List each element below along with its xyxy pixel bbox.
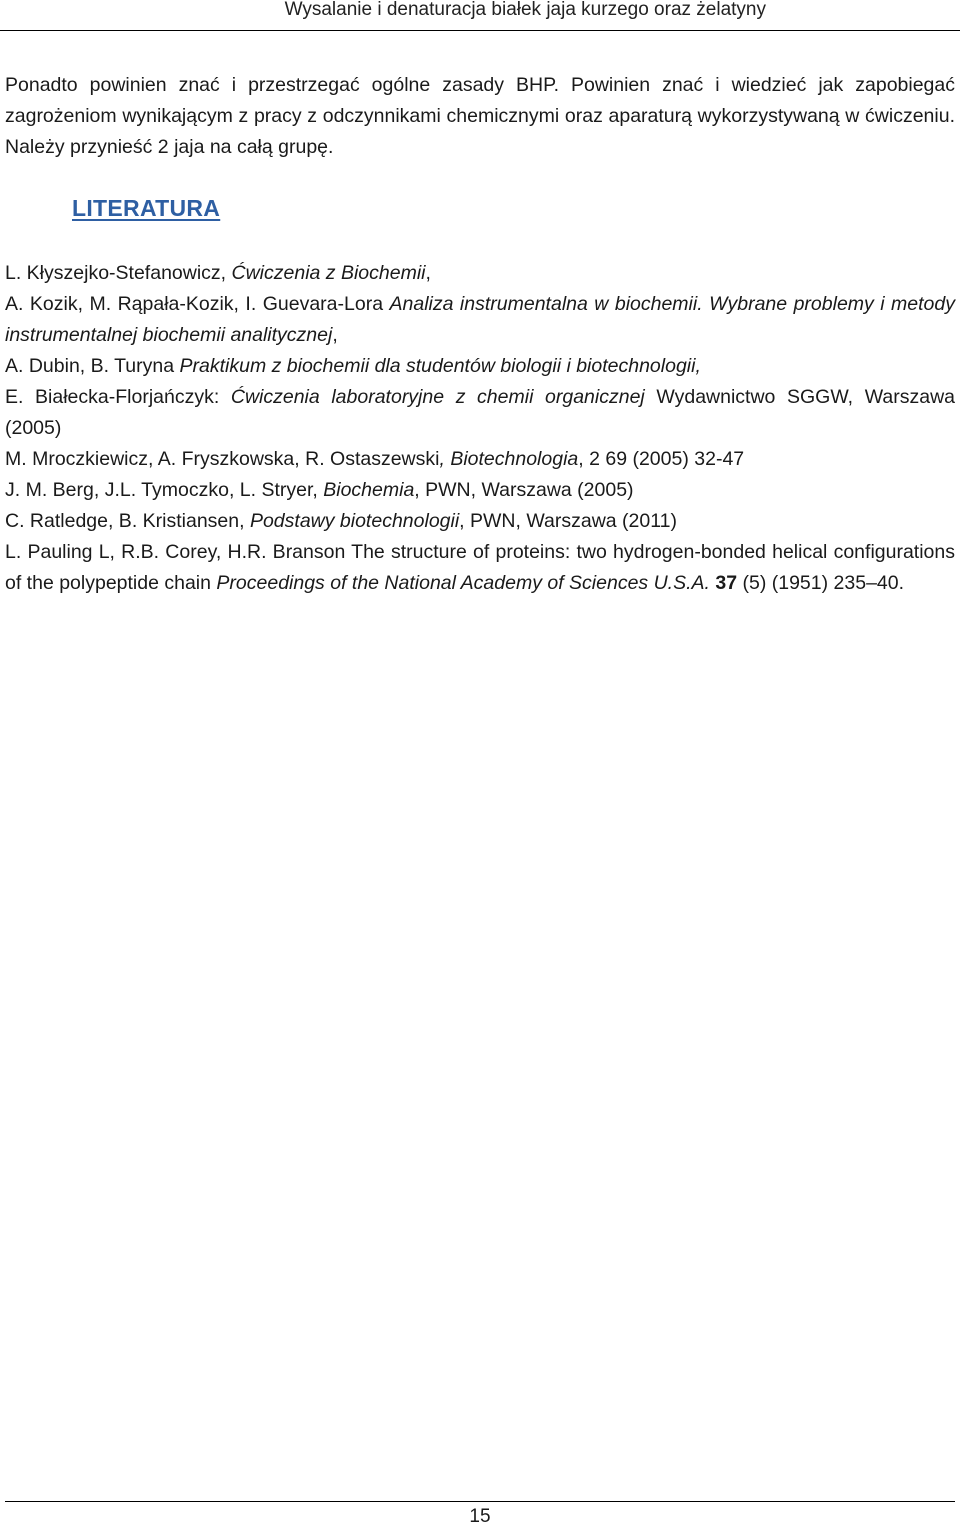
ref-rest: , 2 69 (2005) 32-47 bbox=[578, 448, 745, 470]
ref-authors: E. Białecka-Florjańczyk: bbox=[5, 386, 231, 408]
reference-list bbox=[5, 258, 955, 599]
reference-item bbox=[5, 475, 955, 506]
literature-heading: LITERATURA bbox=[72, 195, 221, 221]
reference-item bbox=[5, 351, 955, 382]
ref-authors: L. Pauling L, R.B. Corey, H.R. Branson The structure of proteins: two hydrogen-bonded helical configurations of the polypeptide chain bbox=[5, 541, 955, 594]
ref-title: Podstawy biotechnologii bbox=[249, 510, 460, 532]
reference-item bbox=[5, 444, 955, 475]
ref-rest: , PWN, Warszawa (2005) bbox=[414, 479, 634, 501]
reference-item bbox=[5, 537, 955, 599]
reference-item bbox=[5, 258, 955, 289]
ref-rest: Wydawnictwo SGGW, Warszawa (2005) bbox=[5, 386, 955, 439]
intro-paragraph: Ponadto powinien znać i przestrzegać ogólne zasady BHP. Powinien znać i wiedzieć jak zapobiegać zagrożeniom wynikającym z pracy z odczynnikami chemicznymi oraz aparaturą wykorzystywaną w ćwiczeniu. Należy przynieść 2 jaja na całą grupę. bbox=[5, 74, 955, 158]
ref-authors: A. Dubin, B. Turyna bbox=[5, 355, 180, 377]
ref-title: Ćwiczenia z Biochemii bbox=[231, 262, 426, 284]
ref-rest: (5) (1951) 235–40. bbox=[737, 572, 905, 594]
ref-volume: 37 bbox=[715, 572, 738, 594]
running-title: Wysalanie i denaturacja białek jaja kurzego oraz żelatyny bbox=[284, 0, 766, 20]
reference-item bbox=[5, 382, 955, 444]
reference-item bbox=[5, 506, 955, 537]
page-number: 15 bbox=[469, 1506, 491, 1527]
page-header bbox=[0, 0, 960, 36]
ref-rest: , bbox=[425, 262, 431, 284]
ref-rest: , bbox=[332, 324, 338, 346]
ref-authors: J. M. Berg, J.L. Tymoczko, L. Stryer, bbox=[5, 479, 324, 501]
ref-authors: L. Kłyszejko-Stefanowicz, bbox=[5, 262, 232, 284]
ref-title: Proceedings of the National Academy of Sciences U.S.A. bbox=[216, 572, 710, 594]
ref-title: Biochemia bbox=[323, 479, 415, 501]
ref-authors: A. Kozik, M. Rąpała-Kozik, I. Guevara-Lora bbox=[5, 293, 390, 315]
header-divider bbox=[0, 30, 960, 31]
intro-section bbox=[5, 70, 955, 163]
ref-title: Analiza instrumentalna w biochemii. Wybrane problemy i metody instrumentalnej biochemii analitycznej bbox=[5, 293, 955, 346]
ref-title: , Biotechnologia bbox=[439, 448, 579, 470]
ref-title: Ćwiczenia laboratoryjne z chemii organicznej bbox=[230, 386, 645, 408]
ref-title: Praktikum z biochemii dla studentów biologii i biotechnologii, bbox=[179, 355, 701, 377]
ref-authors: M. Mroczkiewicz, A. Fryszkowska, R. Ostaszewski bbox=[5, 448, 440, 470]
ref-rest: , PWN, Warszawa (2011) bbox=[459, 510, 677, 532]
footer-divider bbox=[5, 1501, 955, 1502]
ref-authors: C. Ratledge, B. Kristiansen, bbox=[5, 510, 250, 532]
reference-item bbox=[5, 289, 955, 351]
